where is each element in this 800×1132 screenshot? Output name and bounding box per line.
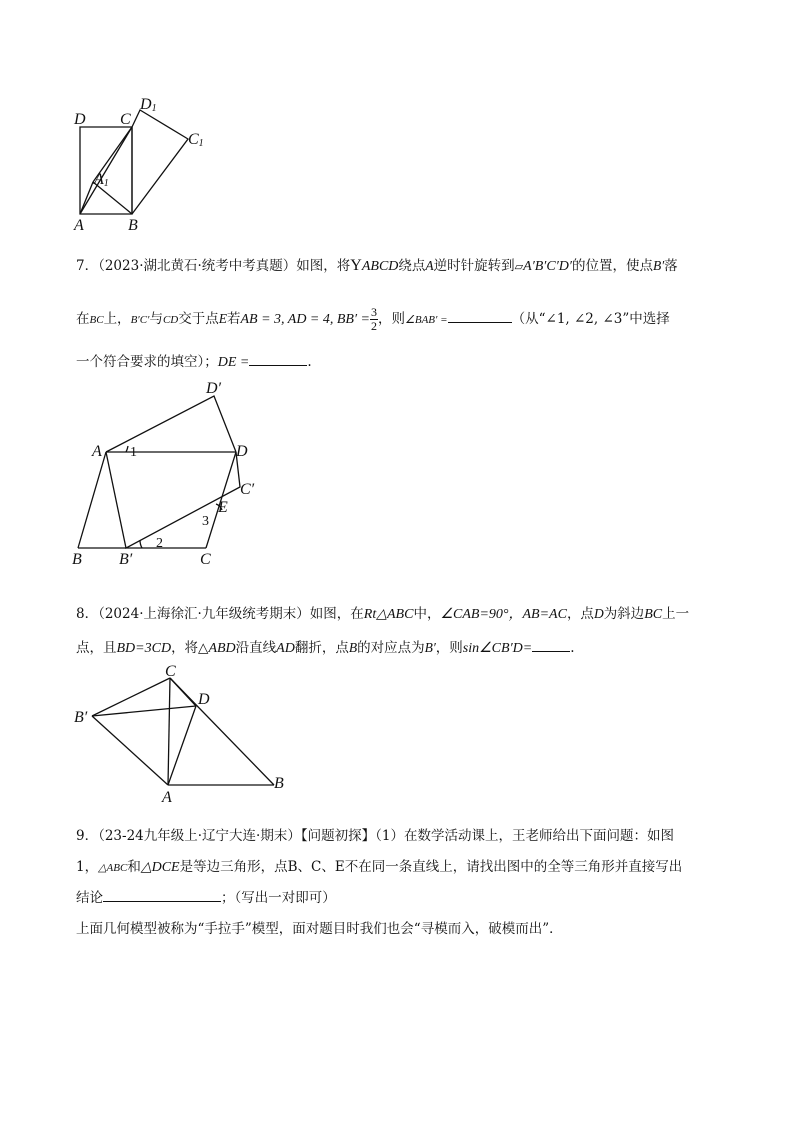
q7-line1: 7．（2023·湖北黄石·统考中考真题）如图，将YABCD绕点A逆时针旋转到▱A′B′C′D′的位置，使点B′落 [76, 257, 678, 274]
label-A: A [74, 217, 84, 234]
question-source: （23-24九年级上·辽宁大连·期末） [98, 828, 301, 844]
figure-q6 [60, 92, 220, 242]
label-Dp: D′ [206, 380, 222, 397]
angle-2: 2 [156, 536, 163, 551]
question-source: （2023·湖北黄石·统考中考真题） [98, 258, 297, 274]
label-D: D [236, 443, 248, 460]
label-B: B [128, 217, 138, 234]
label-D1: D1 [140, 96, 157, 114]
question-source: （2024·上海徐汇·九年级统考期末） [98, 606, 310, 622]
label-C: C [120, 111, 131, 128]
label-A1: A1 [94, 171, 109, 189]
label-Bp: B′ [119, 551, 133, 568]
question-number: 7． [76, 258, 99, 274]
section-tag: 【问题初探】 [300, 828, 376, 844]
label-E: E [218, 499, 228, 516]
answer-blank-sin[interactable] [532, 650, 570, 652]
q7-line3: 一个符合要求的填空）；DE = . [76, 354, 312, 370]
parallelogram-symbol: ▱ [514, 260, 524, 273]
figure-q7-svg [66, 380, 276, 574]
label-A: A [162, 789, 172, 806]
question-number: 9． [76, 828, 99, 844]
label-Cp: C′ [240, 481, 255, 498]
label-B: B [72, 551, 82, 568]
label-D: D [198, 691, 210, 708]
parallelogram-symbol: Y [350, 257, 362, 274]
q9-line1: 9．（23-24九年级上·辽宁大连·期末）【问题初探】（1）在数学活动课上，王老师给出下面问题：如图 [76, 828, 674, 844]
label-C: C [200, 551, 211, 568]
angle-1: 1 [130, 445, 137, 460]
q9-line4: 上面几何模型被称为“手拉手”模型，面对题目时我们也会“寻模而入，破模而出”． [76, 921, 563, 937]
label-C: C [165, 663, 176, 680]
q8-line1: 8．（2024·上海徐汇·九年级统考期末）如图，在Rt△ABC中，∠CAB=90°，AB=AC，点D为斜边BC上一 [76, 606, 690, 622]
figure-q8 [72, 664, 292, 804]
label-D: D [74, 111, 86, 128]
fraction-3-2: $\frac{3}{2}$ [371, 305, 377, 333]
figure-q7 [66, 380, 276, 574]
answer-blank-de[interactable] [249, 364, 307, 366]
answer-blank-angle[interactable] [448, 321, 512, 323]
figure-q6-svg [60, 92, 220, 242]
label-B: B [274, 775, 284, 792]
figure-q8-svg [72, 664, 292, 804]
answer-blank-conclusion[interactable] [103, 900, 221, 902]
question-number: 8． [76, 606, 99, 622]
label-A: A [92, 443, 102, 460]
q9-line3: 结论 ；（写出一对即可） [76, 890, 336, 906]
q7-line2: 在BC上，B′C′与CD交于点E若AB = 3, AD = 4, BB′ = $\frac{3}{2}$ ，则∠BAB′ = （从“∠1, ∠2, ∠3”中选择 [76, 305, 670, 333]
q9-line2: 1，△ABC和△DCE是等边三角形，点B、C、E不在同一条直线上，请找出图中的全等三角形并直接写出 [76, 859, 683, 875]
angle-3: 3 [202, 514, 209, 529]
label-C1: C1 [188, 131, 204, 149]
label-Bp: B′ [74, 709, 88, 726]
q8-line2: 点，且BD=3CD，将△ABD沿直线AD翻折，点B的对应点为B′，则sin∠CB′D= . [76, 640, 575, 656]
